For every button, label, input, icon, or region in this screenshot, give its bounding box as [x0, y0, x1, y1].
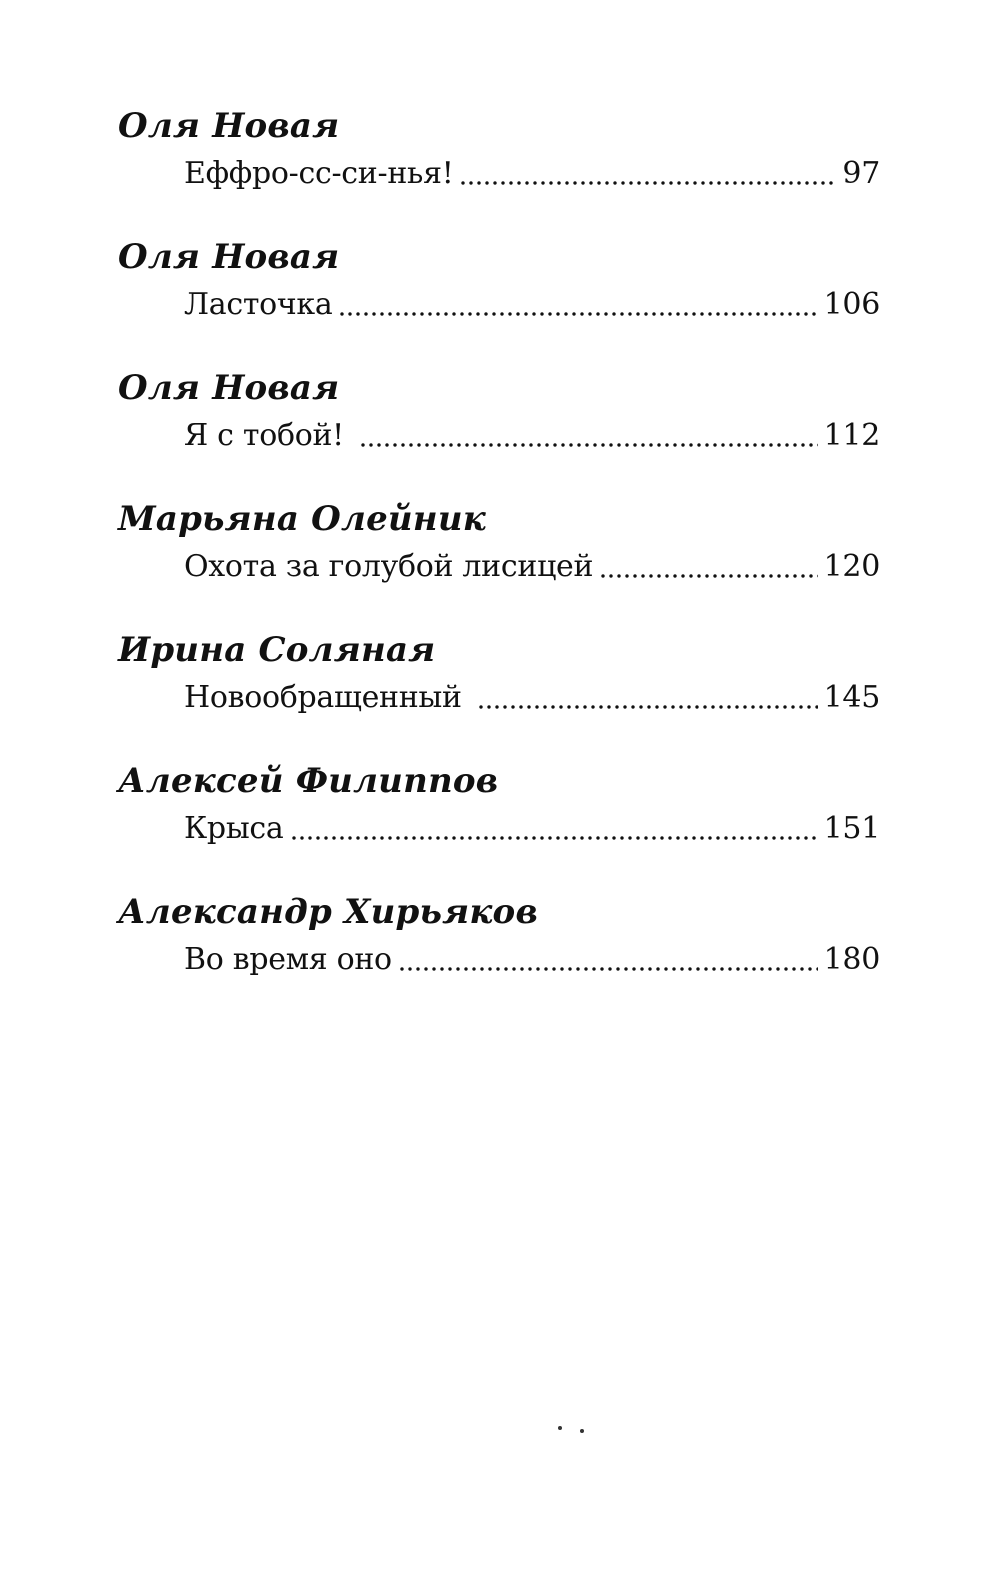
- entry-title: Я с тобой!: [184, 418, 354, 453]
- entry-page-number: 112: [823, 418, 880, 453]
- toc-entry: [118, 626, 880, 757]
- entry-title: Охота за голубой лисицей: [184, 549, 594, 584]
- print-speck: [558, 1426, 562, 1430]
- entry-page-number: 151: [823, 811, 880, 846]
- entry-author: Алексей Филиппов: [118, 761, 499, 801]
- dot-leader: [359, 443, 817, 447]
- dot-leader: [599, 574, 817, 578]
- dot-leader: [338, 312, 817, 316]
- entry-author: Марьяна Олейник: [118, 499, 486, 539]
- entry-page-number: 145: [823, 680, 880, 715]
- toc-entry: [118, 757, 880, 888]
- entry-title: Новообращенный: [184, 680, 471, 715]
- entry-title-line: [184, 543, 880, 591]
- entry-title: Еффро-сс-си-нья!: [184, 156, 454, 191]
- entry-author: Оля Новая: [118, 106, 340, 146]
- entry-title: Ласточка: [184, 287, 333, 322]
- entry-page-number: 97: [842, 156, 880, 191]
- print-speck: [580, 1429, 584, 1433]
- dot-leader: [459, 181, 836, 185]
- entry-title-line: [184, 805, 880, 853]
- toc-entry: [118, 233, 880, 364]
- toc-entry: [118, 495, 880, 626]
- entry-author: Ирина Соляная: [118, 630, 436, 670]
- toc-entry: [118, 364, 880, 495]
- entry-author: Александр Хирьяков: [118, 892, 538, 932]
- entry-title-line: [184, 674, 880, 722]
- entry-author: Оля Новая: [118, 237, 340, 277]
- entry-title: Крыса: [184, 811, 284, 846]
- toc-entry: [118, 102, 880, 233]
- table-of-contents: [118, 102, 880, 1019]
- dot-leader: [290, 836, 818, 840]
- entry-author: Оля Новая: [118, 368, 340, 408]
- entry-page-number: 120: [823, 549, 880, 584]
- dot-leader: [477, 705, 818, 709]
- entry-title: Во время оно: [184, 942, 392, 977]
- entry-title-line: [184, 281, 880, 329]
- entry-title-line: [184, 150, 880, 198]
- toc-entry: [118, 888, 880, 1019]
- entry-title-line: [184, 412, 880, 460]
- entry-title-line: [184, 936, 880, 984]
- dot-leader: [398, 967, 818, 971]
- entry-page-number: 180: [823, 942, 880, 977]
- entry-page-number: 106: [823, 287, 880, 322]
